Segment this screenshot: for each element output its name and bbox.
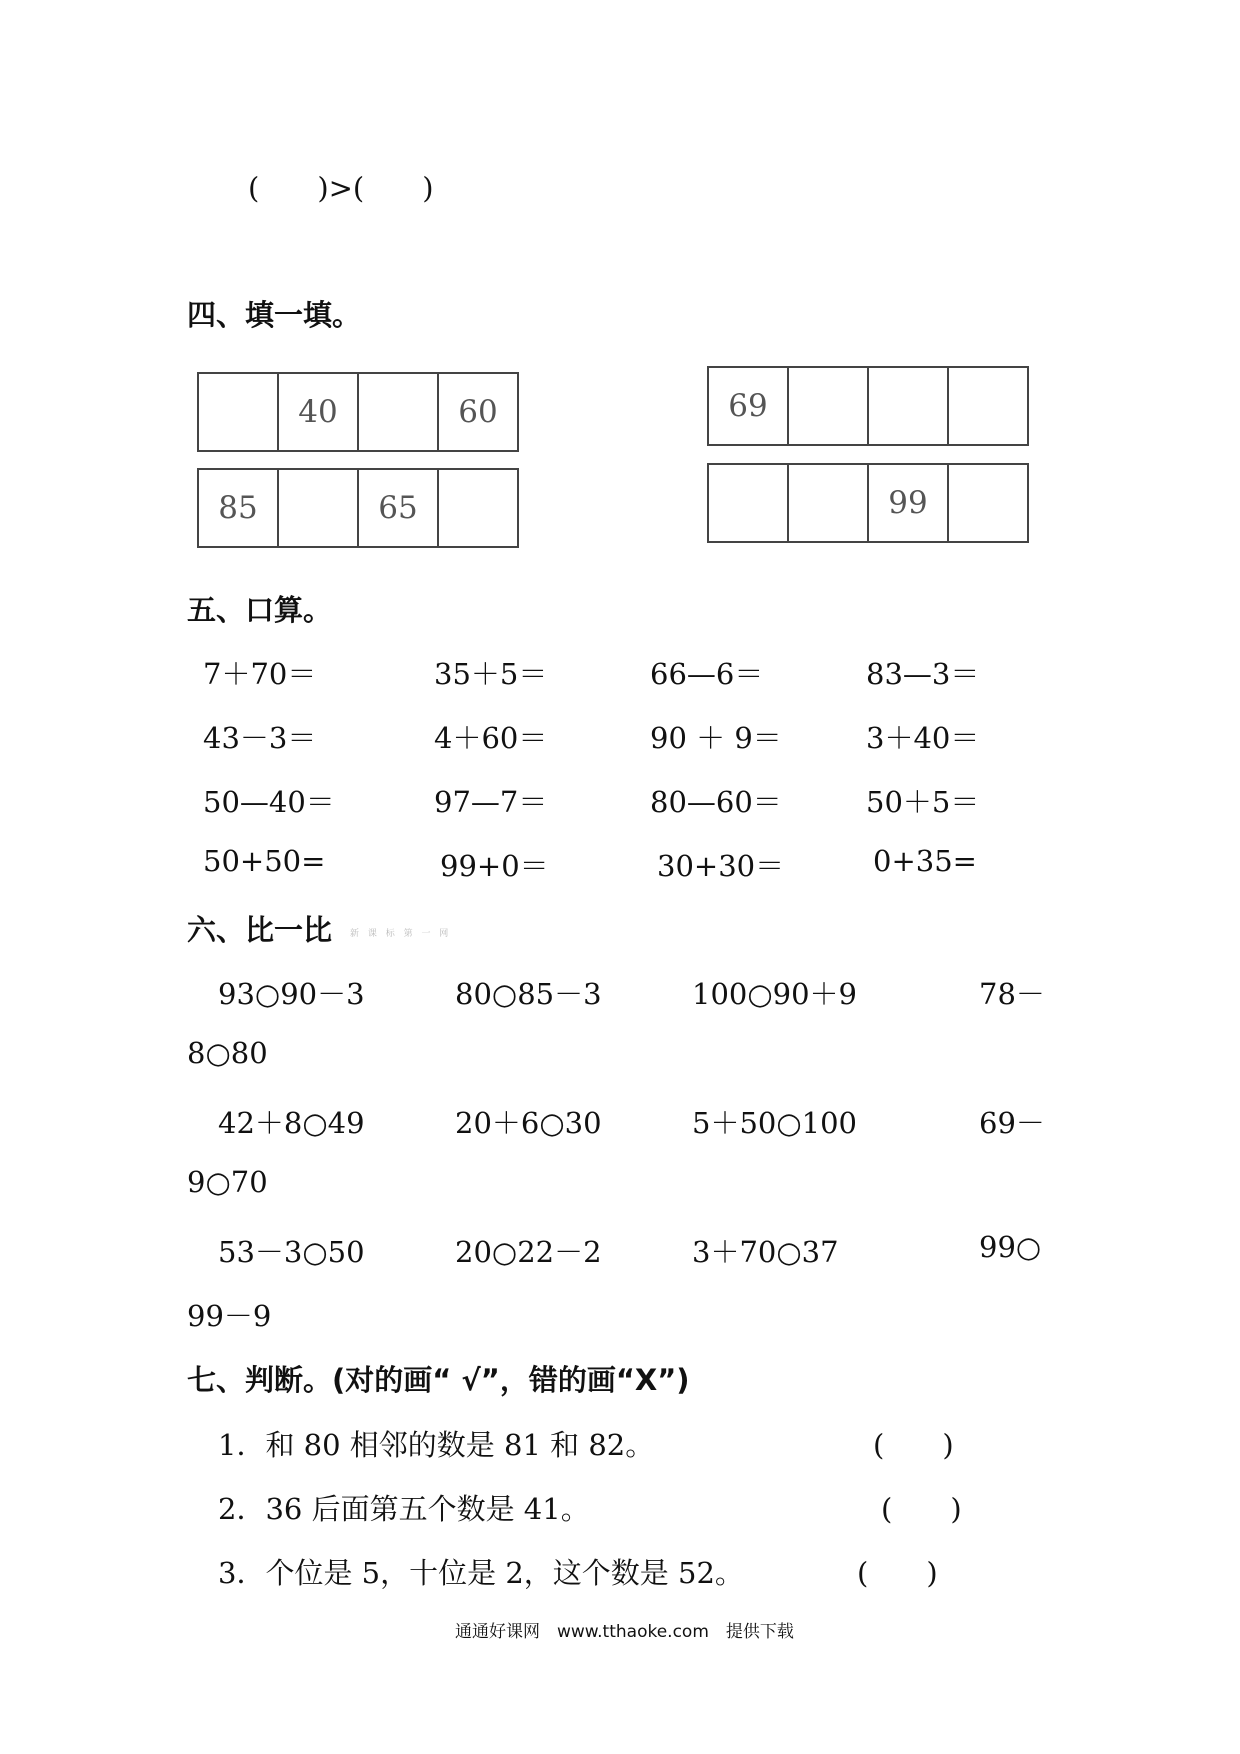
compare-item: 100○90＋9 (692, 977, 858, 1011)
grid-cell: 85 (199, 470, 279, 546)
section6-title: 六、比一比 (187, 913, 333, 947)
section7-note: (对的画“ √”，错的画“X”) (332, 1363, 690, 1397)
grid-cell: 60 (458, 394, 498, 430)
compare-item: 20＋6○30 (455, 1106, 602, 1140)
arith-item: 97—7＝ (434, 785, 548, 819)
top-compare: ( )>( ) (248, 171, 434, 205)
grid-cell: 99 (869, 465, 949, 541)
grid-cell: 65 (359, 470, 439, 546)
grid-cell[interactable] (439, 470, 517, 546)
grid-cell[interactable] (789, 368, 869, 444)
judge-item-text: 2．36 后面第五个数是 41。 (218, 1492, 590, 1526)
arith-item: 43－3＝ (203, 721, 317, 755)
compare-item: 93○90－3 (218, 977, 365, 1011)
section7-heading (187, 1358, 690, 1399)
watermark-text: 新 课 标 第 一 网 (350, 929, 452, 939)
grid-cell[interactable] (279, 470, 359, 546)
compare-item: 3＋70○37 (692, 1235, 839, 1269)
grid-cell[interactable] (949, 368, 1027, 444)
arith-item: 0+35= (873, 844, 977, 878)
grid-cell[interactable] (869, 368, 949, 444)
arith-item: 7＋70＝ (203, 657, 317, 691)
arith-item: 50＋5＝ (866, 785, 980, 819)
compare-item: 20○22－2 (455, 1235, 602, 1269)
footer-credit: 通通好课网 www.tthaoke.com 提供下载 (455, 1622, 794, 1642)
compare-item-wrap: 8○80 (187, 1036, 268, 1070)
section4-title: 四、填一填。 (187, 298, 362, 332)
grid-cell[interactable] (949, 465, 1027, 541)
arith-item: 66—6＝ (650, 657, 764, 691)
compare-item: 78－ (979, 977, 1045, 1011)
arith-item: 30+30＝ (657, 849, 785, 883)
arith-item: 4＋60＝ (434, 721, 548, 755)
judge-answer-paren[interactable]: ( ) (873, 1428, 954, 1462)
arith-item: 3＋40＝ (866, 721, 980, 755)
compare-item: 69－ (979, 1106, 1045, 1140)
arith-item: 35＋5＝ (434, 657, 548, 691)
number-grid-3 (707, 366, 1029, 446)
arith-item: 50—40＝ (203, 785, 335, 819)
arith-item: 99+0＝ (440, 849, 549, 883)
compare-item: 42＋8○49 (218, 1106, 365, 1140)
grid-cell[interactable] (199, 374, 279, 450)
grid-cell: 40 (279, 374, 359, 450)
section7-title: 七、判断。 (187, 1363, 333, 1397)
compare-item-wrap: 99－9 (187, 1299, 272, 1333)
compare-item-wrap: 9○70 (187, 1165, 268, 1199)
section5-title: 五、口算。 (187, 593, 333, 627)
number-grid-1 (197, 372, 519, 452)
judge-item-text: 1．和 80 相邻的数是 81 和 82。 (218, 1428, 655, 1462)
arith-item: 90 ＋ 9＝ (650, 721, 782, 755)
grid-cell[interactable] (359, 374, 439, 450)
judge-item-text: 3．个位是 5，十位是 2，这个数是 52。 (218, 1556, 744, 1590)
arith-item: 50+50= (203, 844, 326, 878)
compare-item: 5＋50○100 (692, 1106, 858, 1140)
judge-answer-paren[interactable]: ( ) (881, 1492, 962, 1526)
grid-cell: 69 (709, 368, 789, 444)
compare-item: 80○85－3 (455, 977, 602, 1011)
arith-item: 80—60＝ (650, 785, 782, 819)
compare-item: 53－3○50 (218, 1235, 365, 1269)
grid-cell[interactable] (789, 465, 869, 541)
judge-answer-paren[interactable]: ( ) (857, 1556, 938, 1590)
number-grid-2 (197, 468, 519, 548)
grid-cell[interactable] (709, 465, 789, 541)
compare-item: 99○ (979, 1230, 1042, 1264)
number-grid-4 (707, 463, 1029, 543)
arith-item: 83—3＝ (866, 657, 980, 691)
